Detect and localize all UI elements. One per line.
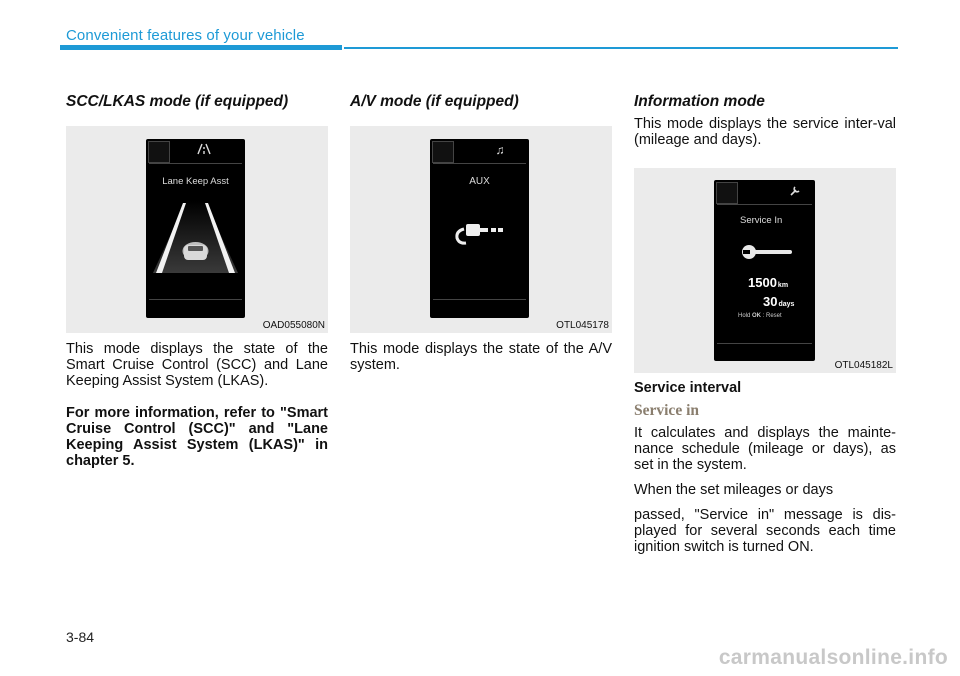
screen-days-readout xyxy=(763,293,794,311)
information-heading: Information mode xyxy=(634,93,765,110)
screen-corner-box xyxy=(432,141,454,163)
wrench-graphic-icon xyxy=(740,244,796,260)
screen-title-service-in: Service In xyxy=(740,215,783,226)
screen-corner-box xyxy=(148,141,170,163)
screen-divider-bottom xyxy=(433,299,526,300)
column-scc-lkas xyxy=(66,92,328,469)
page-number: 3-84 xyxy=(66,629,95,645)
figure-code: OTL045178 xyxy=(556,320,609,331)
figure-code: OAD055080N xyxy=(262,320,325,331)
service-in-subsubheading: Service in xyxy=(634,402,699,419)
hint-key: OK xyxy=(752,313,762,319)
watermark-text: carmanualsonline.info xyxy=(718,646,948,669)
service-paragraph-2: When the set mileages or days xyxy=(634,482,834,498)
column-av xyxy=(350,92,612,373)
screen-corner-box xyxy=(716,182,738,204)
information-figure xyxy=(634,168,896,373)
lane-car-graphic xyxy=(150,201,241,273)
service-paragraph-3: passed, "Service in" message is dis-played for several seconds each time ignition switch is turned ON. xyxy=(634,507,896,555)
cluster-screen-service xyxy=(714,180,815,361)
information-intro: This mode displays the service inter-val (mileage and days). xyxy=(634,116,896,148)
km-value: 1500 xyxy=(748,275,777,290)
scc-lkas-figure xyxy=(66,126,328,333)
days-unit: days xyxy=(778,301,795,308)
screen-label-aux: AUX xyxy=(469,176,490,187)
screen-km-readout xyxy=(748,274,788,292)
screen-divider xyxy=(149,163,242,164)
scc-lkas-reference-note: For more information, refer to "Smart Cruise Control (SCC)" and "Lane Keeping Assist System (LKAS)" in chapter 5. xyxy=(66,405,328,469)
days-value: 30 xyxy=(763,294,778,309)
av-heading: A/V mode (if equipped) xyxy=(350,93,519,110)
column-information xyxy=(634,92,896,555)
header-rule-thick xyxy=(60,45,342,50)
service-paragraph-1: It calculates and displays the mainte-nance schedule (mileage or days), as set in the system. xyxy=(634,425,896,473)
aux-cable-icon xyxy=(454,223,510,247)
figure-code: OTL045182L xyxy=(834,360,893,371)
av-figure xyxy=(350,126,612,333)
hint-pre: Hold xyxy=(738,313,753,319)
wrench-icon xyxy=(787,185,803,199)
screen-divider-bottom xyxy=(717,343,812,344)
cluster-screen-scc xyxy=(146,139,245,318)
screen-divider xyxy=(433,163,526,164)
scc-lkas-description: This mode displays the state of the Smart Cruise Control (SCC) and Lane Keeping Assist System (LKAS). xyxy=(66,341,328,389)
header-rule-thin xyxy=(344,47,898,49)
screen-divider xyxy=(717,204,812,205)
av-description: This mode displays the state of the A/V system. xyxy=(350,341,612,373)
km-unit: km xyxy=(777,282,789,289)
screen-label-lane-keep: Lane Keep Asst xyxy=(162,176,229,187)
cluster-screen-av xyxy=(430,139,529,318)
scc-lkas-heading: SCC/LKAS mode (if equipped) xyxy=(66,93,289,110)
section-header-title: Convenient features of your vehicle xyxy=(66,27,305,44)
lane-assist-icon xyxy=(194,143,214,158)
service-interval-subheading: Service interval xyxy=(634,380,742,396)
music-note-icon: ♫ xyxy=(495,143,505,157)
screen-divider-bottom xyxy=(149,299,242,300)
hint-post: : Reset xyxy=(761,313,782,319)
screen-reset-hint xyxy=(738,313,782,319)
